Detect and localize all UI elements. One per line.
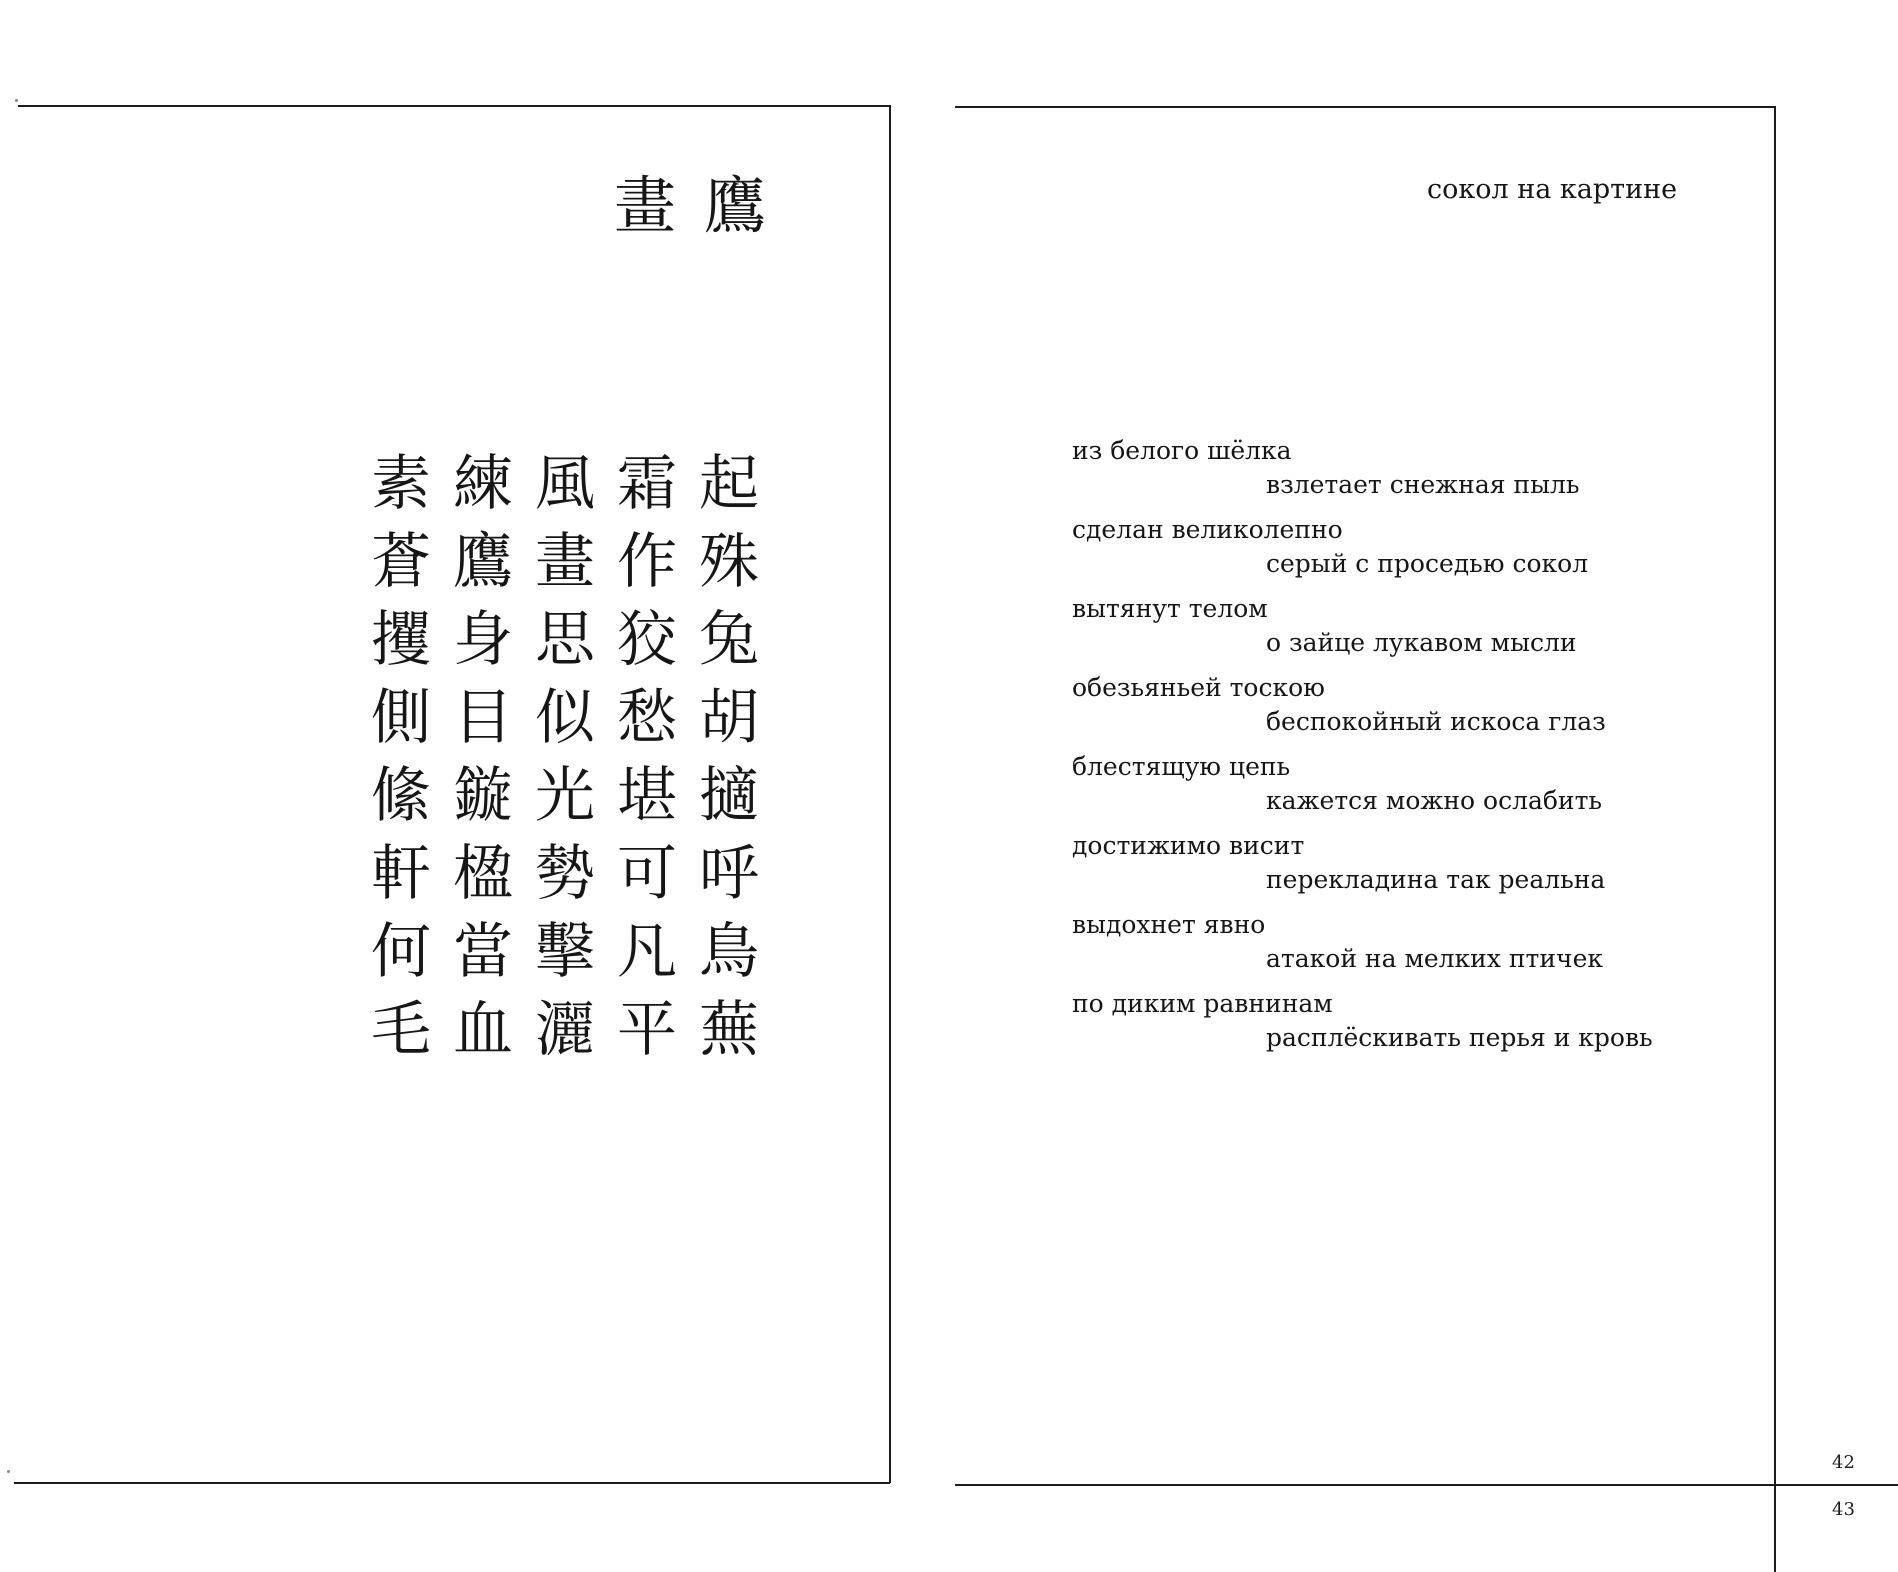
poem-line: перекладина так реальна xyxy=(1266,865,1606,894)
poem-line: блестящую цепь xyxy=(1072,752,1291,781)
poem-char: 當 xyxy=(453,917,513,987)
poem-line: из белого шёлка xyxy=(1072,436,1292,465)
page-number-42: 42 xyxy=(1832,1452,1855,1473)
poem-stanza xyxy=(1072,596,1672,675)
poem-stanza xyxy=(1072,438,1672,517)
poem-char: 風 xyxy=(535,449,595,519)
poem-char: 灑 xyxy=(535,995,595,1065)
left-page-right-rule xyxy=(889,105,891,1483)
poem-stanza xyxy=(1072,833,1672,912)
poem-line: выдохнет явно xyxy=(1072,910,1266,939)
right-page-bottom-rule xyxy=(955,1484,1898,1486)
poem-char: 殊 xyxy=(699,527,759,597)
poem-char: 思 xyxy=(535,605,595,675)
title-char: 畫 xyxy=(614,169,677,242)
poem-line: вытянут телом xyxy=(1072,594,1268,623)
poem-line: сделан великолепно xyxy=(1072,515,1343,544)
poem-line: о зайце лукавом мысли xyxy=(1266,628,1577,657)
poem-char: 側 xyxy=(371,683,431,753)
title-char: 鷹 xyxy=(704,169,767,242)
right-page-top-rule xyxy=(955,106,1775,108)
poem-line: беспокойный искоса глаз xyxy=(1266,707,1606,736)
poem-char: 呼 xyxy=(699,839,759,909)
page-number-43: 43 xyxy=(1832,1499,1855,1520)
poem-stanza xyxy=(1072,675,1672,754)
poem-char: 愁 xyxy=(617,683,677,753)
poem-char: 絛 xyxy=(371,761,431,831)
russian-poem-title: сокол на картине xyxy=(1427,174,1678,205)
poem-char: 蒼 xyxy=(371,527,431,597)
left-page-bottom-rule xyxy=(14,1482,890,1484)
poem-line: кажется можно ослабить xyxy=(1266,786,1603,815)
poem-char: 可 xyxy=(617,839,677,909)
poem-line: взлетает снежная пыль xyxy=(1266,470,1580,499)
poem-char: 楹 xyxy=(453,839,513,909)
poem-char: 毛 xyxy=(371,995,431,1065)
poem-char: 擊 xyxy=(535,917,595,987)
scan-speck xyxy=(7,1470,10,1473)
poem-line: расплёскивать перья и кровь xyxy=(1266,1023,1653,1052)
poem-char: 蕪 xyxy=(699,995,759,1065)
poem-char: 攫 xyxy=(371,605,431,675)
chinese-poem-title xyxy=(614,169,767,242)
poem-stanza xyxy=(1072,754,1672,833)
poem-line: по диким равнинам xyxy=(1072,989,1333,1018)
russian-poem-text xyxy=(1072,438,1672,1070)
poem-char: 目 xyxy=(453,683,513,753)
poem-char: 霜 xyxy=(617,449,677,519)
chinese-poem-text xyxy=(360,445,760,1069)
poem-char: 起 xyxy=(699,449,759,519)
scan-speck xyxy=(15,99,18,102)
poem-stanza xyxy=(1072,991,1672,1070)
poem-char: 光 xyxy=(535,761,595,831)
poem-stanza xyxy=(1072,517,1672,596)
poem-char: 狡 xyxy=(617,605,677,675)
poem-char: 素 xyxy=(371,449,431,519)
poem-char: 軒 xyxy=(371,839,431,909)
poem-line: обезьяньей тоскою xyxy=(1072,673,1325,702)
poem-char: 凡 xyxy=(617,917,677,987)
left-page-top-rule xyxy=(18,105,890,107)
poem-char: 鏇 xyxy=(453,761,513,831)
poem-char: 擿 xyxy=(699,761,759,831)
right-page-right-rule xyxy=(1774,106,1776,1572)
poem-char: 何 xyxy=(371,917,431,987)
poem-char: 身 xyxy=(453,605,513,675)
poem-char: 練 xyxy=(453,449,513,519)
poem-char: 平 xyxy=(617,995,677,1065)
poem-line: серый с проседью сокол xyxy=(1266,549,1589,578)
poem-line: атакой на мелких птичек xyxy=(1266,944,1603,973)
poem-char: 似 xyxy=(535,683,595,753)
poem-char: 胡 xyxy=(699,683,759,753)
poem-char: 堪 xyxy=(617,761,677,831)
poem-line: достижимо висит xyxy=(1072,831,1305,860)
poem-char: 畫 xyxy=(535,527,595,597)
poem-char: 作 xyxy=(617,527,677,597)
poem-char: 鳥 xyxy=(699,917,759,987)
poem-char: 鷹 xyxy=(453,527,513,597)
poem-stanza xyxy=(1072,912,1672,991)
poem-char: 兔 xyxy=(699,605,759,675)
poem-char: 勢 xyxy=(535,839,595,909)
poem-char: 血 xyxy=(453,995,513,1065)
